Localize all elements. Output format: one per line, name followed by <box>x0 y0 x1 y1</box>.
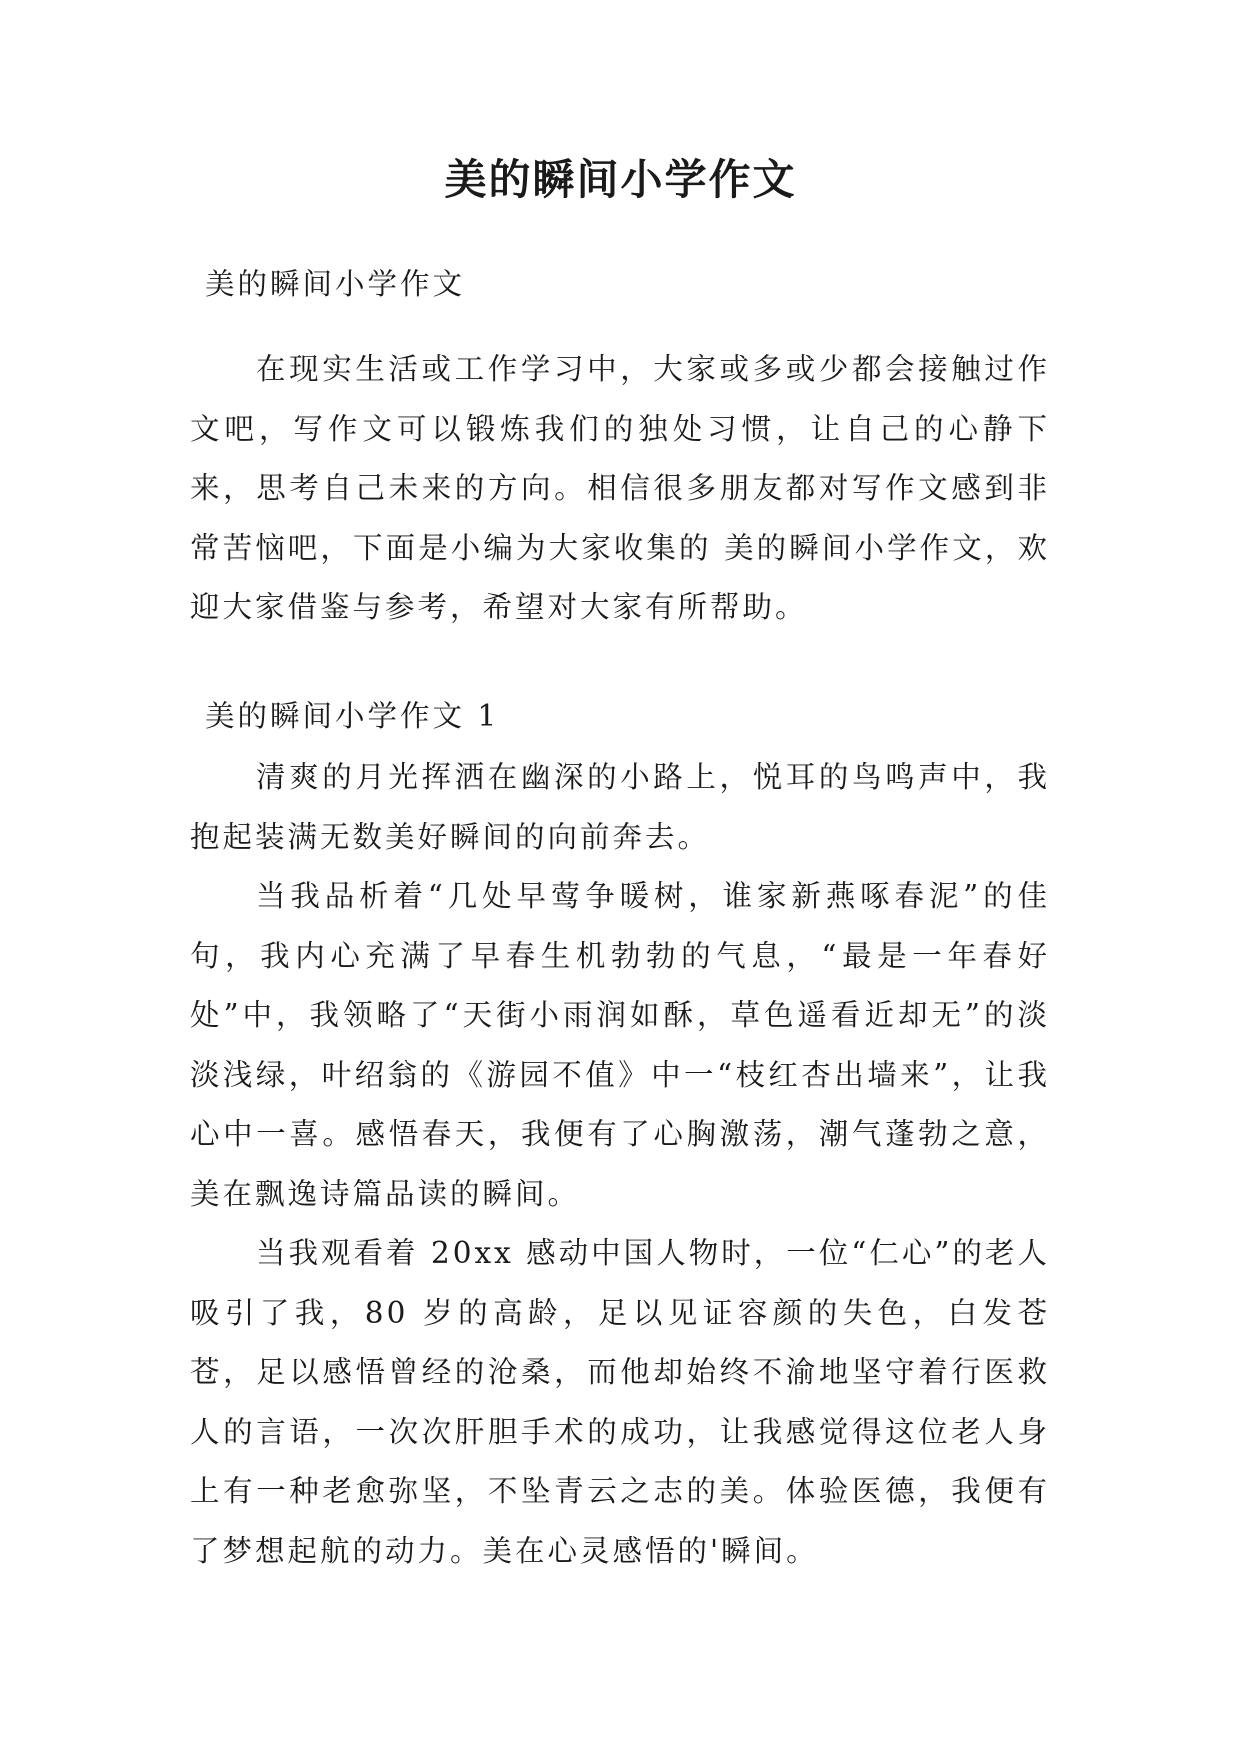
document-title: 美的瞬间小学作文 <box>444 155 797 204</box>
intro-section <box>190 340 1050 638</box>
essay-paragraph-2: 当我品析着“几处早莺争暖树，谁家新燕啄春泥”的佳句，我内心充满了早春生机勃勃的气息，“最是一年春好处”中，我领略了“天街小雨润如酥，草色遥看近却无”的淡淡浅绿，叶绍翁的《游园不值》中一“枝红杏出墙来”，让我心中一喜。感悟春天，我便有了心胸激荡，潮气蓬勃之意，美在飘逸诗篇品读的瞬间。 <box>190 879 1050 1211</box>
essay-heading: 美的瞬间小学作文 1 <box>205 699 500 733</box>
intro-paragraph: 在现实生活或工作学习中，大家或多或少都会接触过作文吧，写作文可以锻炼我们的独处习惯，让自己的心静下来，思考自己未来的方向。相信很多朋友都对写作文感到非常苦恼吧，下面是小编为大家收集的 美的瞬间小学作文，欢迎大家借鉴与参考，希望对大家有所帮助。 <box>190 352 1050 624</box>
essay-paragraph-3: 当我观看着 20xx 感动中国人物时，一位“仁心”的老人吸引了我，80 岁的高龄，足以见证容颜的失色，白发苍苍，足以感悟曾经的沧桑，而他却始终不渝地坚守着行医救人的言语，一次次肝胆手术的成功，让我感觉得这位老人身上有一种老愈弥坚，不坠青云之志的美。体验医德，我便有了梦想起航的动力。美在心灵感悟的'瞬间。 <box>190 1236 1050 1568</box>
essay-body <box>190 748 1050 1581</box>
essay-paragraph-1: 清爽的月光挥洒在幽深的小路上，悦耳的鸟鸣声中，我抱起装满无数美好瞬间的向前奔去。 <box>190 760 1050 854</box>
section-heading: 美的瞬间小学作文 <box>205 267 466 301</box>
